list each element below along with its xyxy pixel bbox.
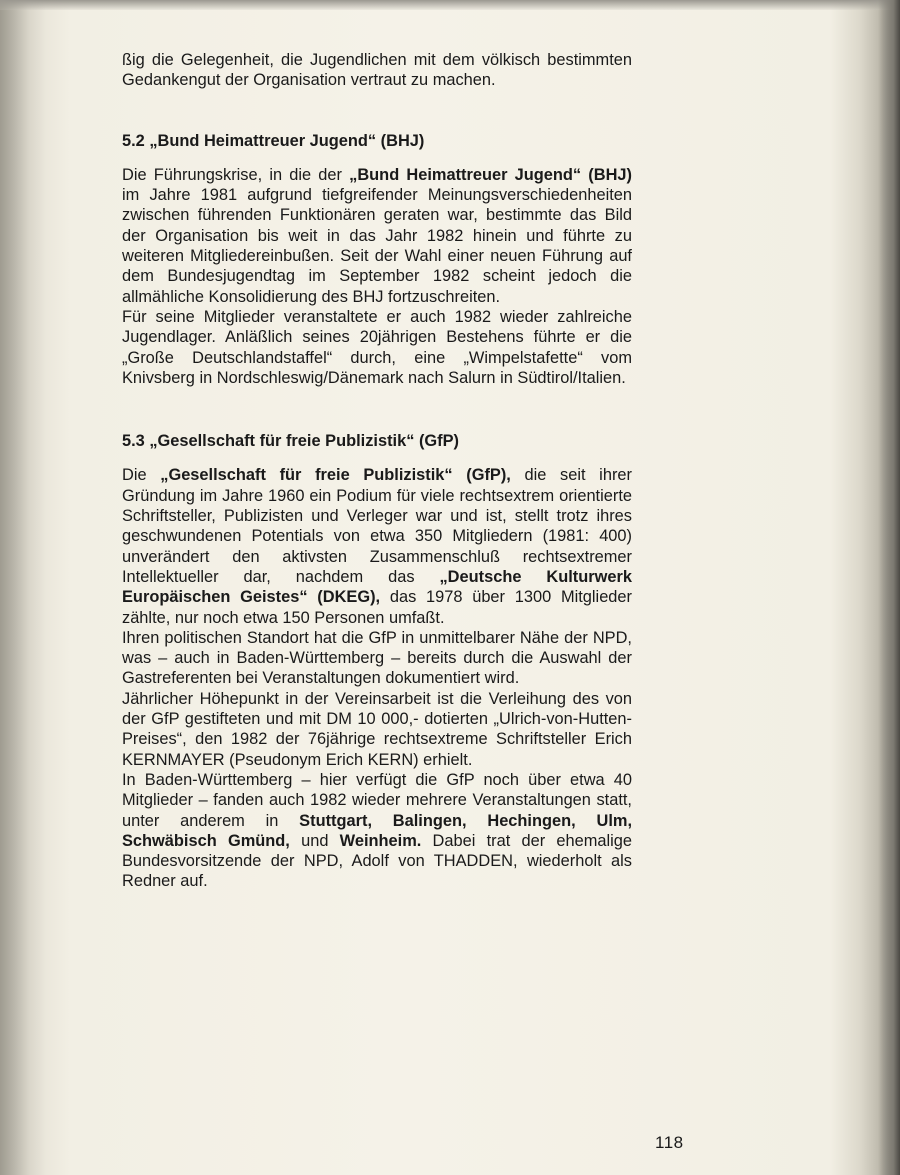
bhj-paragraph-1	[122, 165, 632, 307]
page-right-edge	[878, 0, 900, 1175]
section-heading-5-3: 5.3 „Gesellschaft für freie Publizistik“ (GfP)	[122, 432, 460, 451]
text-run: das 1978 über 1300 Mitglieder zählte, nur noch etwa 150 Personen umfaßt.	[122, 588, 632, 627]
page-top-edge	[0, 0, 900, 10]
gfp-paragraph-4	[122, 770, 632, 892]
intro-paragraph: ßig die Gelegenheit, die Jugendlichen mit dem völkisch bestimmten Gedankengut der Organisation vertraut zu machen.	[122, 51, 632, 90]
bhj-paragraph-2: Für seine Mitglieder veranstaltete er auch 1982 wieder zahlreiche Jugendlager. Anläßlich seines 20jährigen Bestehens führte er die „Große Deutschlandstaffel“ durch, eine „Wimpelstafette“ vom Knivsberg in Nordschleswig/Dänemark nach Salurn in Südtirol/Italien.	[122, 307, 632, 387]
gfp-paragraph-3: Jährlicher Höhepunkt in der Vereinsarbeit ist die Verleihung des von der GfP gestifteten und mit DM 10 000,- dotierten „Ulrich-von-Hutten-Preises“, den 1982 der 76jährige rechtsextreme Schriftsteller Erich KERNMAYER (Pseudonym Erich KERN) erhielt.	[122, 689, 632, 769]
bold-term-bhj: „Bund Heimattreuer Jugend“ (BHJ)	[349, 165, 632, 184]
bold-term-weinheim: Weinheim.	[339, 831, 422, 850]
book-binding-shadow	[0, 0, 46, 1175]
page-number: 118	[655, 1133, 684, 1152]
text-run: Die	[122, 466, 161, 485]
gfp-paragraph-2: Ihren politischen Standort hat die GfP in unmittelbarer Nähe der NPD, was – auch in Baden-Württemberg – bereits durch die Auswahl der Gastreferenten bei Veranstaltungen dokumentiert wird.	[122, 628, 632, 688]
bold-term-cities: Stuttgart, Balingen, Hechingen, Ulm, Schwäbisch Gmünd,	[122, 811, 632, 850]
text-run: und	[289, 831, 340, 850]
text-run: im Jahre 1981 aufgrund tiefgreifender Meinungsverschiedenheiten zwischen führenden Funktionären geraten war, bestimmte das Bild der Organisation bis weit in das Jahr 1982 hinein und führte zu weiteren Mitgliedereinbußen. Seit der Wahl einer neuen Führung auf dem Bundesjugendtag im September 1982 scheint jedoch die allmähliche Konsolidierung des BHJ fortzuschreiten.	[122, 186, 632, 306]
text-run: Die Führungskrise, in die der	[122, 165, 350, 184]
text-run: Dabei trat der ehemalige Bundesvorsitzende der NPD, Adolf von THADDEN, wiederholt als Redner auf.	[122, 831, 633, 891]
gfp-paragraph-1	[122, 465, 632, 627]
page-text-column	[122, 50, 632, 892]
text-run: In Baden-Württemberg – hier verfügt die GfP noch über etwa 40 Mitglieder – fanden auch 1982 wieder mehrere Veranstaltungen statt, unter anderem in	[122, 770, 632, 830]
section-heading-5-2: 5.2 „Bund Heimattreuer Jugend“ (BHJ)	[122, 131, 425, 150]
text-run: die seit ihrer Gründung im Jahre 1960 ein Podium für viele rechtsextrem orientierte Schriftsteller, Publizisten und Verleger war und ist, stellt trotz ihres geschwundenen Potentials von etwa 350 Mitgliedern (1981: 400) unverändert den aktivsten Zusammenschluß rechtsextremer Intellektueller dar, nachdem das	[122, 466, 632, 586]
bold-term-dkeg: „Deutsche Kulturwerk Europäischen Geistes“ (DKEG),	[122, 567, 632, 607]
bold-term-gfp: „Gesellschaft für freie Publizistik“ (GfP),	[160, 466, 511, 485]
